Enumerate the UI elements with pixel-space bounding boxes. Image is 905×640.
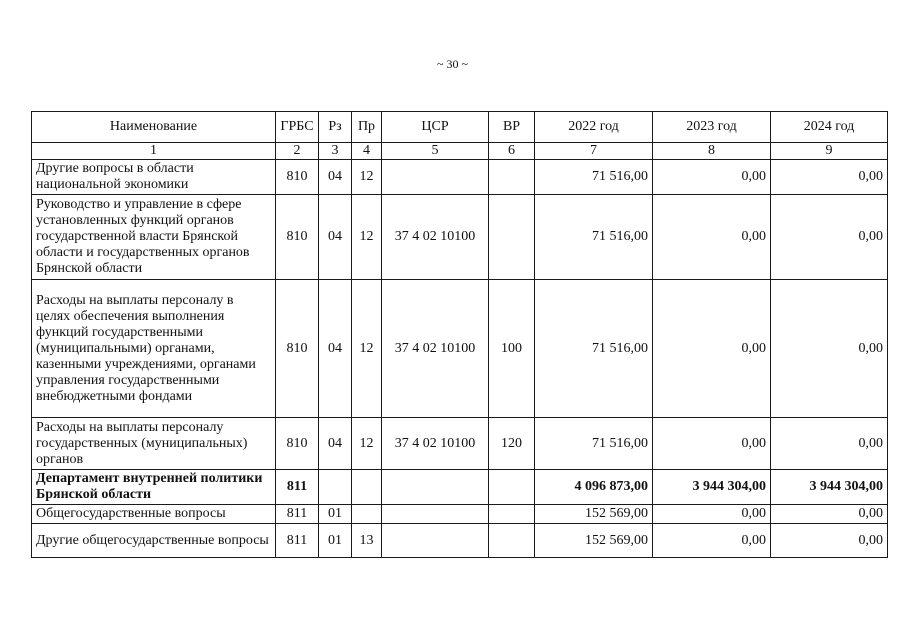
table-row	[32, 470, 888, 505]
table-row	[32, 160, 888, 195]
column-number: 6	[489, 143, 535, 160]
header-csr: ЦСР	[382, 112, 489, 143]
table-row	[32, 195, 888, 280]
row-vr: 120	[489, 418, 535, 470]
header-grbs: ГРБС	[276, 112, 319, 143]
row-csr: 37 4 02 10100	[382, 195, 489, 280]
table-row	[32, 280, 888, 418]
row-vr	[489, 470, 535, 505]
row-2024: 0,00	[771, 418, 888, 470]
page-number: ~ 30 ~	[437, 57, 468, 71]
row-name: Департамент внутренней политики Брянской области	[32, 470, 276, 505]
row-grbs: 810	[276, 160, 319, 195]
column-number: 4	[352, 143, 382, 160]
table-row	[32, 418, 888, 470]
row-2024: 0,00	[771, 505, 888, 524]
row-name: Расходы на выплаты персоналу государственных (муниципальных) органов	[32, 418, 276, 470]
row-csr	[382, 524, 489, 558]
row-csr	[382, 470, 489, 505]
row-vr	[489, 195, 535, 280]
row-grbs: 811	[276, 505, 319, 524]
row-name: Расходы на выплаты персоналу в целях обеспечения выполнения функций государственными (муниципальными) органами, казенными учреждениями, органами управления государственными внебюджетными фондами	[32, 280, 276, 418]
row-name: Общегосударственные вопросы	[32, 505, 276, 524]
header-2022: 2022 год	[535, 112, 653, 143]
row-2022: 152 569,00	[535, 524, 653, 558]
row-2022: 152 569,00	[535, 505, 653, 524]
row-grbs: 810	[276, 418, 319, 470]
column-number: 5	[382, 143, 489, 160]
table-row	[32, 505, 888, 524]
row-pr: 12	[352, 280, 382, 418]
column-number: 7	[535, 143, 653, 160]
row-csr: 37 4 02 10100	[382, 418, 489, 470]
column-number: 9	[771, 143, 888, 160]
row-2022: 4 096 873,00	[535, 470, 653, 505]
row-name: Руководство и управление в сфере установленных функций органов государственной власти Брянской области и государственных органов Брянской области	[32, 195, 276, 280]
row-pr: 12	[352, 160, 382, 195]
row-2023: 3 944 304,00	[653, 470, 771, 505]
row-pr	[352, 470, 382, 505]
header-row	[32, 112, 888, 143]
row-pr	[352, 505, 382, 524]
row-2022: 71 516,00	[535, 160, 653, 195]
row-rz: 01	[319, 505, 352, 524]
row-2022: 71 516,00	[535, 280, 653, 418]
column-number: 3	[319, 143, 352, 160]
header-pr: Пр	[352, 112, 382, 143]
row-name: Другие вопросы в области национальной экономики	[32, 160, 276, 195]
row-pr: 13	[352, 524, 382, 558]
header-vr: ВР	[489, 112, 535, 143]
row-2023: 0,00	[653, 524, 771, 558]
budget-table	[31, 111, 888, 558]
column-number: 1	[32, 143, 276, 160]
header-2024: 2024 год	[771, 112, 888, 143]
row-2024: 0,00	[771, 524, 888, 558]
row-grbs: 811	[276, 524, 319, 558]
row-2022: 71 516,00	[535, 418, 653, 470]
row-rz: 01	[319, 524, 352, 558]
row-grbs: 810	[276, 195, 319, 280]
row-2023: 0,00	[653, 195, 771, 280]
row-vr: 100	[489, 280, 535, 418]
row-2023: 0,00	[653, 160, 771, 195]
header-name: Наименование	[32, 112, 276, 143]
column-number: 8	[653, 143, 771, 160]
column-number-row	[32, 143, 888, 160]
row-name: Другие общегосударственные вопросы	[32, 524, 276, 558]
row-2024: 0,00	[771, 195, 888, 280]
row-2023: 0,00	[653, 505, 771, 524]
row-vr	[489, 505, 535, 524]
row-grbs: 810	[276, 280, 319, 418]
header-rz: Рз	[319, 112, 352, 143]
row-csr	[382, 160, 489, 195]
row-vr	[489, 524, 535, 558]
header-2023: 2023 год	[653, 112, 771, 143]
row-2023: 0,00	[653, 280, 771, 418]
table-row	[32, 524, 888, 558]
row-2024: 3 944 304,00	[771, 470, 888, 505]
row-vr	[489, 160, 535, 195]
row-rz	[319, 470, 352, 505]
row-rz: 04	[319, 160, 352, 195]
row-rz: 04	[319, 280, 352, 418]
row-pr: 12	[352, 418, 382, 470]
row-rz: 04	[319, 195, 352, 280]
row-2024: 0,00	[771, 280, 888, 418]
row-2022: 71 516,00	[535, 195, 653, 280]
row-csr: 37 4 02 10100	[382, 280, 489, 418]
row-rz: 04	[319, 418, 352, 470]
column-number: 2	[276, 143, 319, 160]
row-grbs: 811	[276, 470, 319, 505]
row-2024: 0,00	[771, 160, 888, 195]
row-csr	[382, 505, 489, 524]
row-pr: 12	[352, 195, 382, 280]
row-2023: 0,00	[653, 418, 771, 470]
